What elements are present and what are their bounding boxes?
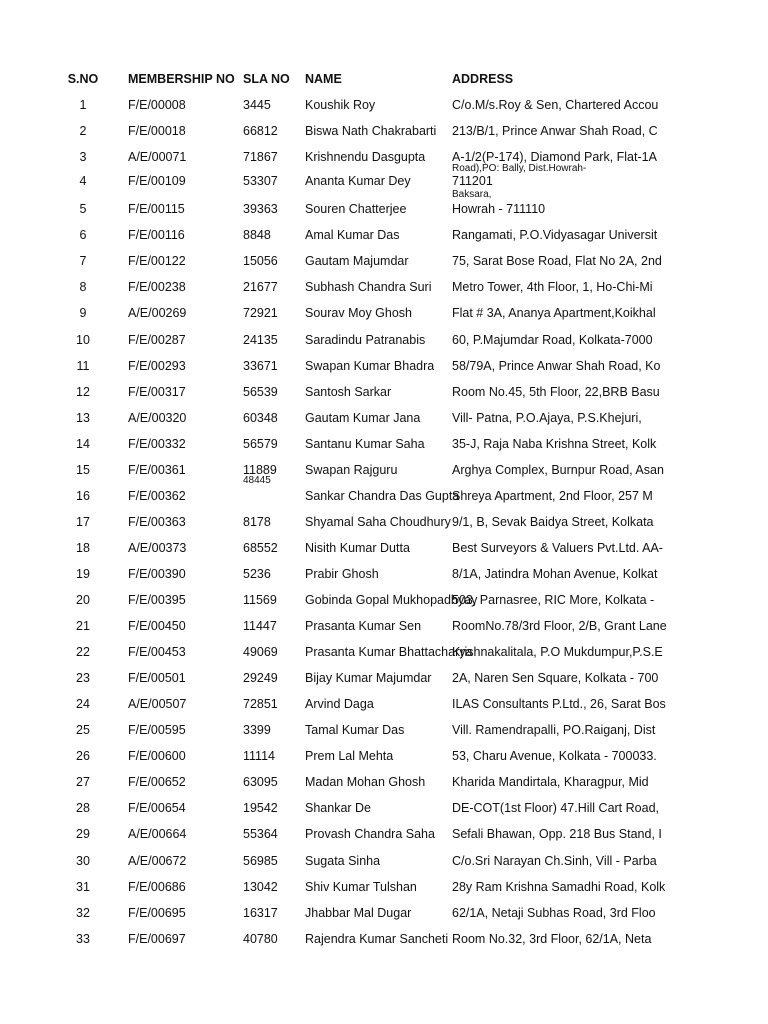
- cell-membership-no: F/E/00595: [128, 723, 186, 738]
- cell-sno: 31: [76, 879, 90, 894]
- cell-membership-no: F/E/00287: [128, 332, 186, 347]
- cell-membership-no: F/E/00697: [128, 931, 186, 946]
- cell-name: Shiv Kumar Tulshan: [305, 879, 417, 894]
- cell-sno: 24: [76, 697, 90, 712]
- cell-sno: 7: [79, 254, 87, 269]
- cell-membership-no: F/E/00395: [128, 593, 186, 607]
- header-sno: S.NO: [67, 72, 99, 86]
- cell-name: Koushik Roy: [305, 98, 376, 112]
- cell-sno: 13: [76, 410, 90, 425]
- cell-sno: 26: [76, 749, 90, 764]
- cell-name: Prasanta Kumar Bhattacharya: [305, 645, 473, 660]
- cell-address: Best Surveyors & Valuers Pvt.Ltd. AA-: [452, 540, 663, 555]
- cell-membership-no: F/E/00600: [128, 749, 186, 764]
- cell-membership-no: F/E/00695: [128, 905, 186, 920]
- cell-address: Howrah - 711110: [452, 202, 546, 217]
- cell-name: Gautam Kumar Jana: [305, 410, 421, 425]
- table-row: [0, 462, 768, 488]
- cell-sno: 32: [76, 905, 90, 920]
- cell-membership-no: F/E/00293: [128, 358, 186, 373]
- cell-name: Gautam Majumdar: [305, 254, 409, 269]
- cell-sla-no: 40780: [243, 931, 278, 946]
- table-row: [0, 227, 768, 253]
- cell-address: Shreya Apartment, 2nd Floor, 257 M: [452, 488, 653, 503]
- header-sla-no: SLA NO: [243, 72, 290, 86]
- cell-sno: 33: [76, 931, 90, 946]
- cell-sla-no: 3445: [243, 98, 271, 112]
- cell-membership-no: A/E/00507: [128, 697, 187, 712]
- header-name: NAME: [305, 72, 342, 86]
- cell-address: 75, Sarat Bose Road, Flat No 2A, 2nd: [452, 254, 662, 269]
- table-row: [0, 748, 768, 774]
- cell-name: Souren Chatterjee: [305, 202, 407, 217]
- cell-sla-no: 72851: [243, 697, 278, 712]
- cell-sno: 21: [76, 619, 90, 633]
- cell-address: Kharida Mandirtala, Kharagpur, Mid: [452, 775, 649, 790]
- cell-name: Santanu Kumar Saha: [305, 436, 425, 451]
- cell-name: Shankar De: [305, 801, 372, 816]
- cell-sno: 17: [76, 514, 90, 529]
- cell-sla-no: 56539: [243, 384, 278, 399]
- table-row: [0, 644, 768, 670]
- cell-sla-no: 19542: [243, 801, 278, 816]
- cell-membership-no: F/E/00450: [128, 619, 186, 633]
- cell-sla-no: 3399: [243, 723, 271, 738]
- table-row: [0, 670, 768, 696]
- cell-sla-no: 55364: [243, 827, 278, 842]
- table-row: [0, 879, 768, 905]
- table-row: [0, 253, 768, 279]
- cell-sno: 12: [76, 384, 90, 399]
- cell-name: Swapan Rajguru: [305, 462, 398, 477]
- cell-address: Sefali Bhawan, Opp. 218 Bus Stand, I: [452, 827, 662, 842]
- cell-address: Room No.45, 5th Floor, 22,BRB Basu: [452, 384, 660, 399]
- cell-address: 58/79A, Prince Anwar Shah Road, Ko: [452, 358, 661, 373]
- cell-membership-no: F/E/00317: [128, 384, 186, 399]
- cell-sla-no: 53307: [243, 174, 278, 189]
- cell-name: Ananta Kumar Dey: [305, 174, 411, 189]
- cell-name: Nisith Kumar Dutta: [305, 540, 410, 555]
- cell-membership-no: F/E/00115: [128, 202, 185, 217]
- cell-membership-no: F/E/00501: [128, 671, 186, 686]
- cell-membership-no: F/E/00238: [128, 280, 186, 295]
- cell-address: 711201: [452, 174, 493, 189]
- cell-address: C/o.M/s.Roy & Sen, Chartered Accou: [452, 98, 659, 112]
- table-row: [0, 305, 768, 331]
- cell-membership-no: A/E/00664: [128, 827, 187, 842]
- cell-sla-no: 63095: [243, 775, 278, 790]
- cell-sla-no: 49069: [243, 645, 278, 660]
- cell-sno: 11: [76, 358, 90, 373]
- cell-address: DE-COT(1st Floor) 47.Hill Cart Road,: [452, 801, 659, 816]
- cell-sno: 4: [79, 174, 87, 189]
- cell-address: Flat # 3A, Ananya Apartment,Koikhal: [452, 306, 656, 321]
- cell-sno: 22: [76, 645, 90, 660]
- cell-sno: 19: [76, 566, 90, 581]
- cell-sno: 16: [76, 488, 90, 503]
- cell-membership-no: F/E/00652: [128, 775, 186, 790]
- cell-address: 2A, Naren Sen Square, Kolkata - 700: [452, 671, 659, 686]
- cell-name: Swapan Kumar Bhadra: [305, 358, 435, 373]
- cell-sla-no: 21677: [243, 280, 278, 295]
- cell-sno: 2: [79, 124, 87, 138]
- cell-address: Metro Tower, 4th Floor, 1, Ho-Chi-Mi: [452, 280, 653, 295]
- table-row: [0, 436, 768, 462]
- cell-sno: 25: [76, 723, 90, 738]
- table-row: [0, 279, 768, 305]
- cell-name: Gobinda Gopal Mukhopadhyay: [305, 593, 478, 607]
- cell-address: Vill. Ramendrapalli, PO.Raiganj, Dist: [452, 723, 656, 738]
- header-address: ADDRESS: [452, 72, 514, 86]
- table-row: [0, 931, 768, 957]
- cell-name: Bijay Kumar Majumdar: [305, 671, 432, 686]
- cell-membership-no: F/E/00008: [128, 98, 186, 112]
- table-row: [0, 488, 768, 514]
- cell-sla-no: 24135: [243, 332, 278, 347]
- cell-name: Sourav Moy Ghosh: [305, 306, 412, 321]
- cell-sno: 15: [76, 462, 90, 477]
- table-row: [0, 800, 768, 826]
- cell-membership-no: F/E/00362: [128, 488, 186, 503]
- table-row: [0, 358, 768, 384]
- table-row: [0, 514, 768, 540]
- cell-sno: 6: [79, 228, 87, 243]
- cell-address: Vill- Patna, P.O.Ajaya, P.S.Khejuri,: [452, 410, 642, 425]
- cell-address: 60, P.Majumdar Road, Kolkata-7000: [452, 332, 653, 347]
- cell-address: Arghya Complex, Burnpur Road, Asan: [452, 462, 664, 477]
- cell-name: Krishnendu Dasgupta: [305, 150, 426, 165]
- cell-address: Rangamati, P.O.Vidyasagar Universit: [452, 228, 658, 243]
- cell-sno: 27: [76, 775, 90, 790]
- cell-sla-no: 11447: [243, 619, 277, 633]
- table-row: [0, 201, 768, 227]
- cell-sla-no: 16317: [243, 905, 278, 920]
- table-row: [0, 722, 768, 748]
- header-membership-no: MEMBERSHIP NO: [128, 72, 235, 86]
- cell-sla-no: 15056: [243, 254, 278, 269]
- cell-membership-no: F/E/00109: [128, 174, 186, 189]
- cell-membership-no: F/E/00018: [128, 124, 186, 138]
- address-overflow-row4: Road),PO: Bally, Dist.Howrah-: [452, 163, 587, 174]
- cell-address: 35-J, Raja Naba Krishna Street, Kolk: [452, 436, 657, 451]
- cell-membership-no: A/E/00672: [128, 853, 187, 868]
- cell-address: C/o.Sri Narayan Ch.Sinh, Vill - Parba: [452, 853, 657, 868]
- cell-sla-no: 68552: [243, 540, 278, 555]
- cell-address: 28y Ram Krishna Samadhi Road, Kolk: [452, 879, 666, 894]
- cell-membership-no: F/E/00686: [128, 879, 186, 894]
- cell-name: Sankar Chandra Das Gupta: [305, 488, 460, 503]
- table-row: [0, 566, 768, 592]
- cell-name: Amal Kumar Das: [305, 228, 400, 243]
- cell-address: RoomNo.78/3rd Floor, 2/B, Grant Lane: [452, 619, 667, 633]
- table-row: [0, 123, 768, 149]
- table-row: [0, 540, 768, 566]
- cell-address: 9/1, B, Sevak Baidya Street, Kolkata: [452, 514, 654, 529]
- table-row: [0, 618, 768, 644]
- cell-address: 53, Charu Avenue, Kolkata - 700033.: [452, 749, 657, 764]
- cell-name: Subhash Chandra Suri: [305, 280, 432, 295]
- cell-sla-no: 29249: [243, 671, 278, 686]
- cell-sla-no: 56985: [243, 853, 278, 868]
- cell-name: Prem Lal Mehta: [305, 749, 394, 764]
- cell-membership-no: F/E/00332: [128, 436, 186, 451]
- cell-membership-no: F/E/00122: [128, 254, 186, 269]
- cell-address: A-1/2(P-174), Diamond Park, Flat-1A: [452, 150, 657, 165]
- table-row: [0, 905, 768, 931]
- cell-name: Rajendra Kumar Sancheti: [305, 931, 449, 946]
- cell-sno: 28: [76, 801, 90, 816]
- table-row: [0, 384, 768, 410]
- cell-sla-no: 60348: [243, 410, 278, 425]
- cell-address: 62/1A, Netaji Subhas Road, 3rd Floo: [452, 905, 656, 920]
- cell-membership-no: A/E/00320: [128, 410, 187, 425]
- cell-name: Jhabbar Mal Dugar: [305, 905, 412, 920]
- cell-sla-no: 8848: [243, 228, 271, 243]
- cell-name: Tamal Kumar Das: [305, 723, 405, 738]
- cell-name: Provash Chandra Saha: [305, 827, 435, 842]
- cell-sla-no: 72921: [243, 306, 278, 321]
- cell-membership-no: F/E/00654: [128, 801, 186, 816]
- cell-address: 503, Parnasree, RIC More, Kolkata -: [452, 593, 655, 607]
- table-row: [0, 774, 768, 800]
- sla-overflow-row16: 48445: [243, 475, 271, 486]
- cell-sla-no: 11889: [243, 462, 277, 477]
- cell-membership-no: F/E/00453: [128, 645, 186, 660]
- cell-name: Sugata Sinha: [305, 853, 381, 868]
- cell-sno: 30: [76, 853, 90, 868]
- cell-sla-no: 13042: [243, 879, 278, 894]
- cell-name: Santosh Sarkar: [305, 384, 392, 399]
- cell-sno: 9: [79, 306, 87, 321]
- table-row: [0, 826, 768, 852]
- cell-sla-no: 66812: [243, 124, 278, 138]
- cell-membership-no: A/E/00373: [128, 540, 187, 555]
- cell-membership-no: A/E/00071: [128, 150, 187, 165]
- cell-address: Room No.32, 3rd Floor, 62/1A, Neta: [452, 931, 652, 946]
- cell-sno: 18: [76, 540, 90, 555]
- table-row: [0, 97, 768, 123]
- cell-sno: 1: [79, 98, 87, 112]
- cell-membership-no: A/E/00269: [128, 306, 187, 321]
- cell-membership-no: F/E/00361: [128, 462, 186, 477]
- cell-sla-no: 71867: [243, 150, 278, 165]
- cell-address: Krishnakalitala, P.O Mukdumpur,P.S.E: [452, 645, 663, 660]
- table-row: [0, 696, 768, 722]
- cell-sla-no: 39363: [243, 202, 278, 217]
- cell-sla-no: 56579: [243, 436, 278, 451]
- cell-name: Shyamal Saha Choudhury: [305, 514, 451, 529]
- table-row: [0, 410, 768, 436]
- cell-membership-no: F/E/00116: [128, 228, 185, 243]
- header-row: [0, 71, 768, 97]
- cell-address: 213/B/1, Prince Anwar Shah Road, C: [452, 124, 658, 138]
- cell-sno: 14: [76, 436, 90, 451]
- cell-sla-no: 33671: [243, 358, 278, 373]
- cell-sno: 29: [76, 827, 90, 842]
- cell-sla-no: 11114: [243, 749, 275, 764]
- cell-sla-no: 5236: [243, 566, 271, 581]
- cell-sno: 20: [76, 593, 90, 607]
- cell-name: Madan Mohan Ghosh: [305, 775, 426, 790]
- cell-membership-no: F/E/00390: [128, 566, 186, 581]
- cell-name: Prabir Ghosh: [305, 566, 379, 581]
- cell-name: Prasanta Kumar Sen: [305, 619, 422, 633]
- cell-sno: 3: [79, 150, 87, 165]
- cell-name: Saradindu Patranabis: [305, 332, 426, 347]
- cell-name: Biswa Nath Chakrabarti: [305, 124, 437, 138]
- table-row: [0, 592, 768, 618]
- cell-membership-no: F/E/00363: [128, 514, 186, 529]
- cell-sla-no: 8178: [243, 514, 271, 529]
- table-row: [0, 853, 768, 879]
- cell-sno: 5: [79, 202, 87, 217]
- address-overflow-row5: Baksara,: [452, 189, 492, 200]
- cell-sno: 8: [79, 280, 87, 295]
- cell-address: ILAS Consultants P.Ltd., 26, Sarat Bos: [452, 697, 666, 712]
- cell-sno: 10: [76, 332, 90, 347]
- cell-address: 8/1A, Jatindra Mohan Avenue, Kolkat: [452, 566, 658, 581]
- cell-name: Arvind Daga: [305, 697, 374, 712]
- table-row: [0, 332, 768, 358]
- cell-sla-no: 11569: [243, 593, 277, 607]
- cell-sno: 23: [76, 671, 90, 686]
